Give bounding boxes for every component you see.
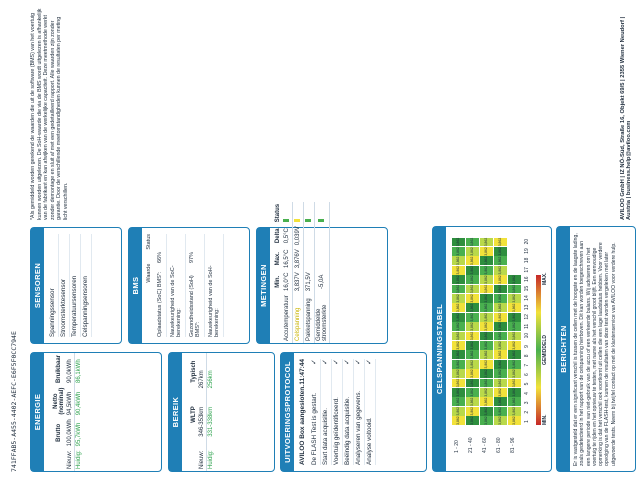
bms-row-value: 66% xyxy=(157,252,163,264)
cell-voltage: 3,862 xyxy=(452,256,465,265)
check-icon: ✓ xyxy=(311,359,318,365)
metingen-value xyxy=(304,224,315,247)
cell-voltage: 3,862 xyxy=(466,369,479,378)
cell-voltage: 3,862 xyxy=(508,397,521,406)
energie-value: 95,7kWh xyxy=(76,422,82,447)
cell-voltage: 3,862 xyxy=(466,294,479,303)
berichten-panel xyxy=(556,226,636,472)
cell-voltage: 3,862 xyxy=(466,322,479,331)
sensor-item xyxy=(81,234,92,337)
metingen-value xyxy=(315,224,330,247)
energie-title: ENERGIE xyxy=(31,353,44,471)
protocol-item-label: Analyseren van gegevens. xyxy=(355,390,362,465)
legend-avg-label: GEMIDDELD xyxy=(542,335,548,365)
metingen-value: 3,837V xyxy=(293,270,304,293)
energie-col-netto: Netto (nominal) xyxy=(53,387,65,415)
cell-voltage: 3,862 xyxy=(452,388,465,397)
cell-voltage: 3,862 xyxy=(452,416,465,425)
metingen-value: 0,5°C xyxy=(282,224,293,247)
protocol-item xyxy=(332,359,343,465)
cell-voltage: 3,862 xyxy=(508,360,521,369)
metingen-row xyxy=(293,202,304,343)
cell-voltage: 3,862 xyxy=(508,322,521,331)
cell-row-label: 41 - 60 xyxy=(482,437,488,453)
cell-voltage: 3,862 xyxy=(494,397,507,406)
cell-voltage: 3,862 xyxy=(452,322,465,331)
cell-voltage: 3,862 xyxy=(452,350,465,359)
bms-panel xyxy=(128,227,250,344)
energie-value: 100,0kWh xyxy=(67,419,73,447)
metingen-value xyxy=(304,247,315,270)
cell-voltage: 3,862 xyxy=(452,397,465,406)
bms-row xyxy=(205,234,224,337)
status-indicator-icon xyxy=(293,202,304,224)
bereik-value: 331-338km xyxy=(208,406,214,437)
protocol-item-label: Voertuig geïdentificeerd. xyxy=(333,397,340,465)
berichten-title: BERICHTEN xyxy=(557,227,570,471)
protocol-item-label: Beëindig data acquisitie. xyxy=(344,396,351,465)
cell-voltage: 3,862 xyxy=(480,407,493,416)
bereik-table xyxy=(190,353,215,471)
cell-col-label: 7 xyxy=(524,363,530,367)
cell-voltage: 3,862 xyxy=(494,407,507,416)
cell-col-label: 18 xyxy=(524,257,530,264)
cell-voltage: 3,862 xyxy=(508,303,521,312)
cell-voltage: 3,862 xyxy=(480,416,493,425)
check-icon: ✓ xyxy=(333,359,340,365)
cell-voltage: 3,862 xyxy=(480,247,493,256)
bms-row-label: Nauwkeurigheid van de SoH-berekening: xyxy=(208,265,220,337)
energie-col-bruikbaar: Bruikbaar xyxy=(56,355,62,384)
footer-company: AVILOO GmbH | IZ NÖ-Süd, Straße 16, Objekt 69/5 | 2355 Wiener Neudorf | Austria | business.help@aviloo.com xyxy=(620,16,632,220)
metingen-value xyxy=(315,247,330,270)
cell-voltage: 3,862 xyxy=(508,275,521,284)
cell-voltage: 3,862 xyxy=(494,322,507,331)
cell-col-label: 19 xyxy=(524,248,530,254)
cell-col-label: 9 xyxy=(524,345,530,348)
metingen-col-delta: Delta xyxy=(275,228,281,244)
berichten-text: Er is vastgesteld dat er een significant verschil is tussen de cellen met de hoogste en de laagste lading, zoals gedetecteerd in het rapport van de celspanning hierboven. Dit kan worden toegeschreven aan een langere periode van niet-gebruik van de accu of een verkeerde balans. Wij adviseren om het voertuig te rijden en het opnieuw te testen, met name als het verschil groot blijft. Een eenvoudige opmerking is dat het verschil ook voortkomt uit cellen die een lage laadstatus hebben. Voor verdere opvolging van de FLASH-test, kunnen de resultaten van deze test worden vergeleken met later uitgevoerde tests. Neem bij twijfel contact op met de klantenservice van AVILOO voor verdere hulp. xyxy=(573,233,617,466)
bms-row xyxy=(186,234,205,337)
metingen-value: 16,5°C xyxy=(282,247,293,270)
protocol-item-label: Start data acquisitie. xyxy=(322,407,329,465)
cell-voltage: 3,862 xyxy=(494,275,507,284)
protocol-title: UITVOERINGSPROTOCOL xyxy=(281,353,294,471)
energie-value: 90,4kWh xyxy=(76,391,82,416)
energie-row-label: Nieuw: xyxy=(66,448,75,471)
cell-voltage: 3,862 xyxy=(466,379,479,388)
cell-voltage: 3,862 xyxy=(494,256,507,265)
metingen-row-label: Celspanning xyxy=(293,293,304,343)
sensor-item-label: Celspanningsensoren xyxy=(82,276,89,337)
footer-note: *Als gemiddeld worden gerekend de waarden die uit de software (BMS) van het voertuig kunnen worden uitgelezen. De SoH-waarde die via de BMS wordt uitgelezen is afhankelijk van de fabrikant en kan afwijken van de werkelijke capaciteit. Deze meetmethode werkt zonder demontage en sluit af met een gedetailleerd rapport. Alle waarden zijn zonder garantie. Door de verschillende meetomstandigheden kunnen de resultaten per meting licht verschillen. xyxy=(30,8,69,220)
cell-voltage: 3,862 xyxy=(452,275,465,284)
cell-col-label: 12 xyxy=(524,314,530,320)
cell-voltage: 3,862 xyxy=(494,294,507,303)
cell-voltage: 3,862 xyxy=(494,238,507,247)
cell-voltage: 3,862 xyxy=(480,322,493,331)
cell-voltage: 3,862 xyxy=(452,238,465,247)
cell-col-label: 5 xyxy=(524,382,530,386)
cell-voltage: 3,862 xyxy=(466,407,479,416)
bereik-col-wltp: WLTP xyxy=(191,406,197,423)
document-id: 741FFAB5-A455-4402-AEFC-E6F5F0CC794E xyxy=(10,331,18,472)
cell-voltage-grid xyxy=(446,227,546,471)
cell-voltage: 3,862 xyxy=(466,275,479,284)
protocol-item xyxy=(354,359,365,465)
cell-voltage: 3,862 xyxy=(452,369,465,378)
cell-voltage: 3,862 xyxy=(508,285,521,294)
cell-col-label: 1 xyxy=(524,420,530,423)
bms-col-status: Status xyxy=(146,234,152,250)
metingen-value: 16,0°C xyxy=(282,270,293,293)
cell-col-label: 8 xyxy=(524,354,530,358)
cell-voltage: 3,862 xyxy=(480,285,493,294)
protocol-list xyxy=(310,359,376,465)
cell-voltage: 3,862 xyxy=(480,256,493,265)
cell-voltage: 3,862 xyxy=(508,332,521,341)
cell-voltage: 3,862 xyxy=(494,341,507,350)
bereik-panel xyxy=(168,352,275,472)
cell-voltage: 3,862 xyxy=(508,350,521,359)
bereik-value: 267km xyxy=(198,353,207,390)
bms-row-label: Oplaadstatus (SoC) BMS*: xyxy=(157,271,163,337)
cell-voltage: 3,862 xyxy=(494,313,507,322)
check-icon: ✓ xyxy=(322,359,329,365)
cell-col-label: 11 xyxy=(524,323,530,329)
cell-voltage: 3,862 xyxy=(508,341,521,350)
cell-row-label: 1 - 20 xyxy=(454,440,460,453)
cell-col-label: 14 xyxy=(524,295,530,301)
bereik-row-label: Huidig: xyxy=(208,450,214,469)
cell-voltage: 3,862 xyxy=(466,266,479,275)
cell-voltage: 3,862 xyxy=(494,247,507,256)
sensor-item-label: Spanningssensor xyxy=(49,288,56,337)
sensor-item xyxy=(59,234,70,337)
cell-voltage: 3,862 xyxy=(480,313,493,322)
cell-voltage: 3,862 xyxy=(494,369,507,378)
cell-voltage: 3,862 xyxy=(466,350,479,359)
protocol-head-time: 11:47:44 xyxy=(299,359,306,385)
bms-row xyxy=(154,234,167,337)
cell-col-label: 16 xyxy=(524,276,530,282)
cell-col-label: 15 xyxy=(524,285,530,292)
cell-voltage: 3,862 xyxy=(452,285,465,294)
cell-voltage: 3,862 xyxy=(466,388,479,397)
metingen-row-label: Gemiddelde stroomsterkte xyxy=(315,293,330,343)
cell-voltage: 3,862 xyxy=(508,313,521,322)
cell-col-label: 10 xyxy=(524,332,530,339)
status-indicator-icon xyxy=(282,202,293,224)
cell-voltage: 3,862 xyxy=(480,388,493,397)
bms-row-label: Nauwkeurigheid van de SoC-berekening: xyxy=(170,265,182,337)
cell-voltage: 3,862 xyxy=(466,341,479,350)
bms-row-value: 97% xyxy=(189,252,195,264)
cell-row-label: 61 - 80 xyxy=(496,437,502,453)
cell-voltage: 3,862 xyxy=(452,303,465,312)
protocol-item xyxy=(365,359,376,465)
cell-voltage: 3,862 xyxy=(480,350,493,359)
celspanning-title: CELSPANNINGSTABEL xyxy=(433,227,446,471)
metingen-row-label: Accutemperatuur xyxy=(282,293,293,343)
energie-col-brutto: Brutto xyxy=(56,423,62,442)
metingen-col-max: Max. xyxy=(275,252,281,266)
metingen-value: 3,876V xyxy=(293,247,304,270)
metingen-col-status: Status xyxy=(275,203,281,223)
bms-list xyxy=(154,234,224,337)
metingen-row xyxy=(315,202,330,343)
check-icon: ✓ xyxy=(355,359,362,365)
protocol-head: AVILOO Box aangesloten. xyxy=(299,384,306,465)
cell-row-label: 21 - 40 xyxy=(468,437,474,453)
cell-voltage: 3,862 xyxy=(466,285,479,294)
bereik-value: 346-353km xyxy=(198,390,207,438)
cell-voltage: 3,862 xyxy=(494,379,507,388)
status-indicator-icon xyxy=(315,202,330,224)
sensor-item xyxy=(70,234,81,337)
protocol-item-label: Analyse voltooid. xyxy=(366,417,373,465)
cell-col-label: 6 xyxy=(524,373,530,376)
cell-voltage: 3,862 xyxy=(466,416,479,425)
cell-col-label: 13 xyxy=(524,304,530,311)
bereik-row-label: Nieuw: xyxy=(198,439,207,471)
bereik-title: BEREIK xyxy=(169,353,182,471)
cell-voltage: 3,862 xyxy=(466,238,479,247)
cell-voltage: 3,862 xyxy=(480,379,493,388)
cell-voltage: 3,862 xyxy=(494,388,507,397)
cell-voltage: 3,862 xyxy=(508,294,521,303)
cell-voltage: 3,862 xyxy=(480,303,493,312)
cell-voltage: 3,862 xyxy=(466,313,479,322)
cell-voltage: 3,862 xyxy=(452,407,465,416)
cell-voltage: 3,862 xyxy=(466,397,479,406)
cell-voltage: 3,862 xyxy=(494,350,507,359)
energie-value: 86,1kWh xyxy=(76,359,82,384)
bereik-value: 256km xyxy=(208,370,214,389)
metingen-value: 0,039V xyxy=(293,224,304,247)
cell-voltage: 3,862 xyxy=(494,416,507,425)
cell-col-label: 17 xyxy=(524,267,530,273)
cell-col-label: 20 xyxy=(524,238,530,245)
sensoren-title: SENSOREN xyxy=(31,228,44,343)
cell-voltage: 3,862 xyxy=(452,266,465,275)
cell-legend-gradient xyxy=(536,275,541,425)
cell-voltage: 3,862 xyxy=(466,360,479,369)
sensoren-list xyxy=(44,228,96,343)
cell-col-label: 4 xyxy=(524,392,530,395)
energie-panel xyxy=(30,352,162,472)
protocol-item xyxy=(310,359,321,465)
bms-row-label: Gezondheidsstand (SoH) BMS*: xyxy=(189,275,201,337)
cell-voltage: 3,862 xyxy=(452,360,465,369)
cell-voltage: 3,862 xyxy=(480,266,493,275)
cell-voltage: 3,862 xyxy=(466,247,479,256)
metingen-col-min: Min. xyxy=(275,275,281,288)
metingen-row xyxy=(282,202,293,343)
check-icon: ✓ xyxy=(344,359,351,365)
cell-voltage: 3,862 xyxy=(480,341,493,350)
cell-voltage: 3,862 xyxy=(452,247,465,256)
cell-voltage: 3,862 xyxy=(466,332,479,341)
cell-voltage: 3,862 xyxy=(508,369,521,378)
cell-col-label: 3 xyxy=(524,401,530,405)
bereik-col-typisch: Typisch xyxy=(191,360,197,383)
bms-title: BMS xyxy=(129,228,142,343)
cell-voltage: 3,862 xyxy=(494,285,507,294)
cell-voltage: 3,862 xyxy=(466,256,479,265)
bms-col-waarde: Waarde xyxy=(146,263,152,283)
metingen-value: -5,0A xyxy=(315,270,330,293)
cell-voltage: 3,862 xyxy=(480,397,493,406)
celspanning-panel xyxy=(432,226,552,472)
cell-voltage: 3,862 xyxy=(452,294,465,303)
cell-voltage: 3,862 xyxy=(480,332,493,341)
sensor-item-label: Temperatuursensoren xyxy=(71,275,78,337)
protocol-item xyxy=(321,359,332,465)
cell-col-label: 2 xyxy=(524,410,530,414)
metingen-row-label: Pakketspanning xyxy=(304,293,315,343)
cell-voltage: 3,862 xyxy=(480,369,493,378)
sensoren-panel xyxy=(30,227,122,344)
legend-max-label: MAX. xyxy=(542,272,548,285)
metingen-value: 371,5V xyxy=(304,270,315,293)
metingen-panel xyxy=(256,203,388,344)
cell-voltage: 3,862 xyxy=(480,294,493,303)
metingen-title: METINGEN xyxy=(257,228,270,343)
cell-voltage: 3,862 xyxy=(508,379,521,388)
protocol-panel xyxy=(280,352,427,472)
cell-voltage: 3,862 xyxy=(480,238,493,247)
cell-voltage: 3,862 xyxy=(494,360,507,369)
check-icon: ✓ xyxy=(366,359,373,365)
cell-voltage: 3,862 xyxy=(452,313,465,322)
metingen-table xyxy=(274,202,330,343)
energie-value: 94,5kWh xyxy=(66,385,75,417)
cell-voltage: 3,862 xyxy=(508,407,521,416)
sensor-item xyxy=(48,234,59,337)
cell-voltage: 3,862 xyxy=(452,379,465,388)
bms-row xyxy=(167,234,186,337)
cell-voltage: 3,862 xyxy=(480,275,493,284)
metingen-row xyxy=(304,202,315,343)
protocol-item-label: De FLASH Test is gestart. xyxy=(311,392,318,465)
cell-voltage: 3,862 xyxy=(452,341,465,350)
sensor-item-label: Stroomsterktesensor xyxy=(60,278,67,337)
legend-min-label: MIN. xyxy=(542,414,548,425)
cell-voltage: 3,862 xyxy=(466,303,479,312)
energie-row-label: Huidig: xyxy=(76,450,82,469)
cell-voltage: 3,862 xyxy=(494,266,507,275)
energie-table xyxy=(52,353,83,471)
cell-voltage: 3,862 xyxy=(508,388,521,397)
cell-voltage: 3,862 xyxy=(452,332,465,341)
cell-voltage: 3,862 xyxy=(494,303,507,312)
protocol-item xyxy=(343,359,354,465)
energie-value: 90,0kWh xyxy=(66,353,75,385)
cell-voltage: 3,862 xyxy=(508,416,521,425)
cell-voltage: 3,862 xyxy=(480,360,493,369)
status-indicator-icon xyxy=(304,202,315,224)
cell-voltage: 3,862 xyxy=(494,332,507,341)
cell-row-label: 81 - 96 xyxy=(510,437,516,453)
